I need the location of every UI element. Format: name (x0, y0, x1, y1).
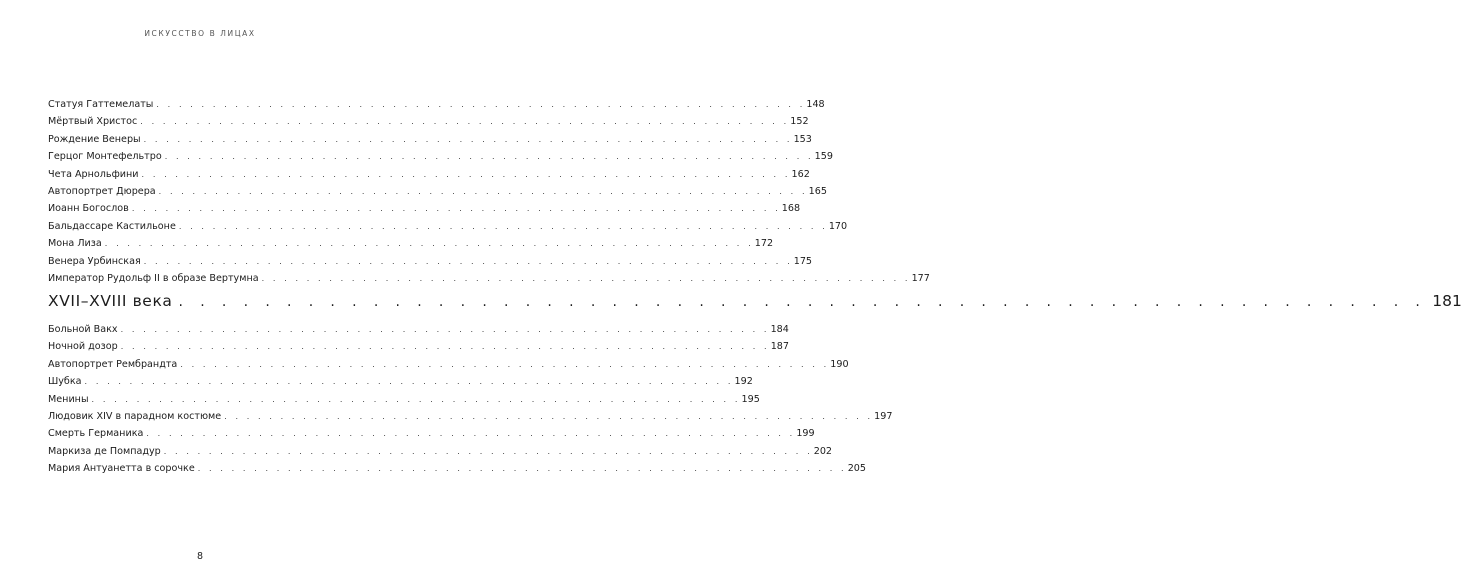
toc-entry-title: Больной Вакх (48, 324, 118, 335)
dot-leader: . . . . . . . . . . . . . . . . . . . . . . . . . . . . . . . . . . . . . . . . . . . . . . . . . . . . . . . . . . (224, 411, 874, 421)
toc-entry[interactable] (48, 99, 825, 116)
dot-leader: . . . . . . . . . . . . . . . . . . . . . . . . . . . . . . . . . . . . . . . . . . . . . . . . . . . . . . . . . . (140, 117, 790, 127)
toc-entry-title: Людовик XIV в парадном костюме (48, 410, 222, 422)
toc-entry[interactable] (48, 133, 812, 151)
toc-entry-title: Император Рудольф II в образе Вертумна (48, 272, 259, 284)
toc-entry-title: Автопортрет Дюрера (48, 185, 156, 197)
toc-entry-page: 205 (847, 463, 867, 475)
dot-leader: . . . . . . . . . . . . . . . . . . . . . . . . . . . . . . . . . . . . . . . . . . . . . . . . . . . . . . . . . . (104, 239, 754, 249)
toc-entry-title: Венера Урбинская (48, 255, 141, 267)
toc-entry-page: 170 (828, 220, 848, 232)
section-page: 181 (1432, 292, 1462, 310)
toc-entry-title: Шубка (48, 376, 82, 388)
toc-entry-title: Менины (48, 393, 89, 405)
toc-entry-title: Мёртвый Христос (48, 116, 138, 128)
dot-leader: . . . . . . . . . . . . . . . . . . . . . . . . . . . . . . . . . . . . . . . . . . . . . . . . . . . . . . . . . . (164, 152, 814, 162)
toc-entry[interactable] (48, 463, 867, 480)
toc-entry-title: Мона Лиза (48, 238, 102, 250)
toc-entry-title: Иоанн Богослов (48, 203, 129, 215)
dot-leader: . . . . . . . . . . . . . . . . . . . . . . . . . . . . . . . . . . . . . . . . . . . . . . . . . . . . . . . . . . (84, 377, 734, 387)
toc-entry-page: 195 (741, 393, 760, 405)
toc-entry-title: Смерть Германика (48, 428, 144, 440)
dot-leader: . . . . . . . . . . . . . . . . . . . . . . . . . . . . . . . . . . . . . . . . . . . . . . . . . . . . . . . . . . (261, 273, 911, 283)
toc-entry-title: Статуя Гаттемелаты (48, 99, 154, 110)
toc-entry-page: 153 (793, 133, 812, 145)
toc-entry[interactable] (48, 220, 848, 238)
dot-leader: . . . . . . . . . . . . . . . . . . . . . . . . . . . . . . . . . . . . . . . . . . . . . . . . . . . . . . . . . . (143, 134, 793, 144)
dot-leader: . . . . . . . . . . . . . . . . . . . . . . . . . . . . . . . . . . . . . . . . . . . . . . . . . . . . . . . . . . (120, 325, 770, 334)
toc-entry[interactable] (48, 393, 760, 411)
toc-entry-page: 197 (874, 410, 893, 422)
toc-entry-page: 199 (796, 428, 815, 440)
section-title: XVII–XVIII века (48, 292, 173, 310)
toc-entry-title: Герцог Монтефельтро (48, 151, 162, 163)
toc-entry[interactable] (48, 255, 813, 273)
toc-entry-title: Маркиза де Помпадур (48, 445, 161, 457)
toc-entry-title: Мария Антуанетта в сорочке (48, 463, 195, 475)
dot-leader: . . . . . . . . . . . . . . . . . . . . . . . . . . . . . . . . . . . . . . . . . . . . . . . . . . . . . . . . . . (120, 342, 770, 352)
toc-entry[interactable] (48, 238, 774, 255)
toc-entry-title: Чета Арнольфини (48, 168, 139, 180)
toc-entry-page: 175 (793, 255, 813, 267)
toc-entry[interactable] (48, 116, 809, 133)
toc-entry[interactable] (48, 324, 789, 341)
toc-section-heading[interactable] (48, 292, 1462, 310)
toc-entry-title: Ночной дозор (48, 341, 118, 353)
toc-entry-page: 162 (791, 168, 810, 180)
running-head: ИСКУССТВО В ЛИЦАХ (144, 29, 256, 38)
dot-leader: . . . . . . . . . . . . . . . . . . . . . . . . . . . . . . . . . . . . . . . . . . . . . . . . . . . . . . . . . . (163, 446, 813, 456)
toc-entry-page: 192 (734, 376, 753, 388)
toc-entry-page: 165 (808, 185, 827, 197)
toc-entry[interactable] (48, 341, 790, 358)
dot-leader: . . . . . . . . . . . . . . . . . . . . . . . . . . . . . . . . . . . . . . . . . . . . . . . . . . . . . . . . . . (91, 394, 741, 404)
dot-leader: . . . . . . . . . . . . . . . . . . . . . . . . . . . . . . . . . . . . . . . . . . . . . . . . . . . . . . . . . . (178, 294, 1427, 310)
dot-leader: . . . . . . . . . . . . . . . . . . . . . . . . . . . . . . . . . . . . . . . . . . . . . . . . . . . . . . . . . . (158, 186, 808, 196)
toc-entry-page: 190 (830, 358, 849, 370)
dot-leader: . . . . . . . . . . . . . . . . . . . . . . . . . . . . . . . . . . . . . . . . . . . . . . . . . . . . . . . . . . (141, 169, 791, 179)
toc-entry-page: 177 (911, 272, 930, 284)
toc-entry[interactable] (48, 358, 849, 376)
toc-entry-page: 152 (790, 116, 809, 128)
toc-entry-page: 168 (781, 203, 801, 215)
toc-entry[interactable] (48, 428, 815, 445)
toc-entry-title: Автопортрет Рембрандта (48, 358, 178, 370)
page-number: 8 (196, 551, 204, 562)
toc-entry-page: 202 (813, 445, 833, 457)
dot-leader: . . . . . . . . . . . . . . . . . . . . . . . . . . . . . . . . . . . . . . . . . . . . . . . . . . . . . . . . . . (156, 100, 806, 109)
toc-entry-title: Бальдассаре Кастильоне (48, 220, 176, 232)
toc-entry-page: 187 (770, 341, 790, 353)
dot-leader: . . . . . . . . . . . . . . . . . . . . . . . . . . . . . . . . . . . . . . . . . . . . . . . . . . . . . . . . . . (178, 221, 828, 231)
toc-entry[interactable] (48, 185, 827, 203)
toc-entry-title: Рождение Венеры (48, 133, 141, 145)
toc-entry-page: 148 (806, 99, 825, 110)
toc-entry[interactable] (48, 151, 833, 168)
toc-entry[interactable] (48, 410, 893, 428)
toc-entry-page: 159 (814, 151, 833, 163)
toc-entry-page: 184 (770, 324, 789, 335)
toc-entry[interactable] (48, 203, 801, 220)
dot-leader: . . . . . . . . . . . . . . . . . . . . . . . . . . . . . . . . . . . . . . . . . . . . . . . . . . . . . . . . . . (197, 464, 847, 474)
toc-entry[interactable] (48, 168, 810, 186)
toc-entry[interactable] (48, 376, 753, 393)
dot-leader: . . . . . . . . . . . . . . . . . . . . . . . . . . . . . . . . . . . . . . . . . . . . . . . . . . . . . . . . . . (180, 359, 830, 369)
toc-entry[interactable] (48, 272, 930, 290)
dot-leader: . . . . . . . . . . . . . . . . . . . . . . . . . . . . . . . . . . . . . . . . . . . . . . . . . . . . . . . . . . (146, 429, 796, 439)
toc-entry[interactable] (48, 445, 833, 463)
dot-leader: . . . . . . . . . . . . . . . . . . . . . . . . . . . . . . . . . . . . . . . . . . . . . . . . . . . . . . . . . . (131, 204, 781, 214)
dot-leader: . . . . . . . . . . . . . . . . . . . . . . . . . . . . . . . . . . . . . . . . . . . . . . . . . . . . . . . . . . (143, 256, 793, 266)
toc-entry-page: 172 (754, 238, 774, 250)
toc-list-17-18-century (48, 324, 893, 481)
toc-list-renaissance (48, 99, 930, 290)
